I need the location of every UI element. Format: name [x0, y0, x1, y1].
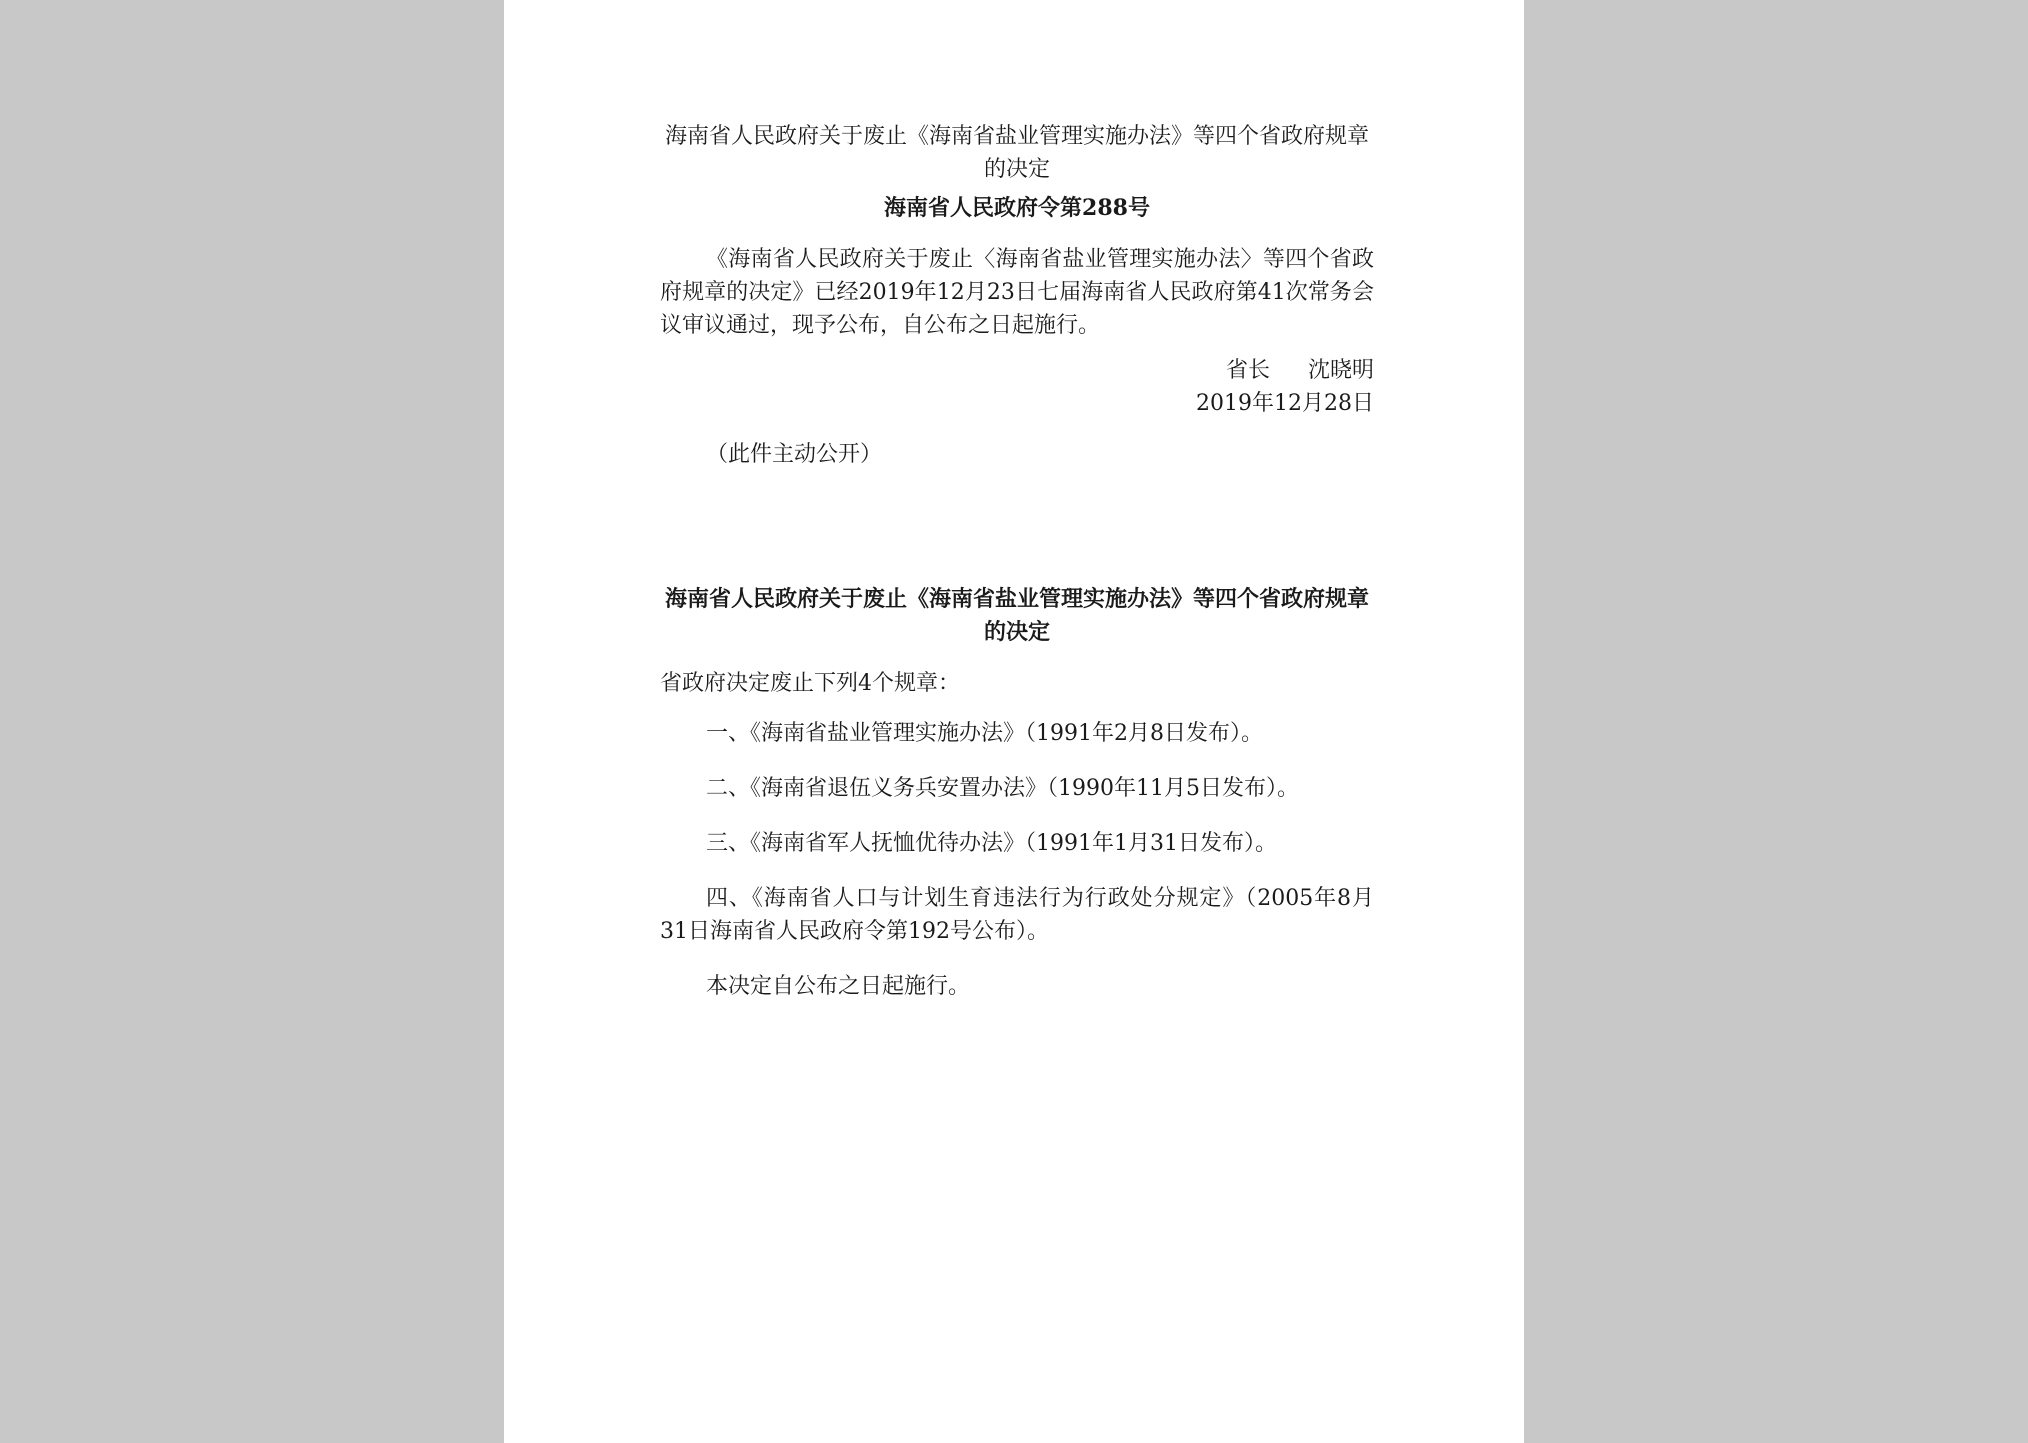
decision-title: 海南省人民政府关于废止《海南省盐业管理实施办法》等四个省政府规章的决定	[664, 586, 1369, 645]
decree-order-number: 海南省人民政府令第288号	[884, 195, 1150, 221]
public-note: （此件主动公开）	[706, 442, 883, 467]
list-item: 二、《海南省退伍义务兵安置办法》（1990年11月5日发布）。	[706, 776, 1299, 801]
decision-closing: 本决定自公布之日起施行。	[706, 974, 971, 999]
list-item: 一、《海南省盐业管理实施办法》（1991年2月8日发布）。	[706, 721, 1263, 746]
list-item: 三、《海南省军人抚恤优待办法》（1991年1月31日发布）。	[706, 831, 1277, 856]
signature-date: 2019年12月28日	[1196, 391, 1374, 416]
decree-title: 海南省人民政府关于废止《海南省盐业管理实施办法》等四个省政府规章的决定	[664, 124, 1369, 182]
signer-name: 沈晓明	[1307, 358, 1374, 383]
decree-body: 《海南省人民政府关于废止〈海南省盐业管理实施办法〉等四个省政府规章的决定》已经2019年12月23日七届海南省人民政府第41次常务会议审议通过，现予公布，自公布之日起施行。	[660, 247, 1374, 338]
signature-line	[660, 354, 1374, 387]
decision-section	[660, 583, 1374, 1003]
signer-title: 省长	[1225, 358, 1270, 383]
document-content	[660, 120, 1374, 1025]
document-page	[504, 0, 1524, 1443]
list-item: 四、《海南省人口与计划生育违法行为行政处分规定》（2005年8月31日海南省人民政府令第192号公布）。	[660, 886, 1374, 944]
decision-intro: 省政府决定废止下列4个规章：	[660, 671, 960, 696]
